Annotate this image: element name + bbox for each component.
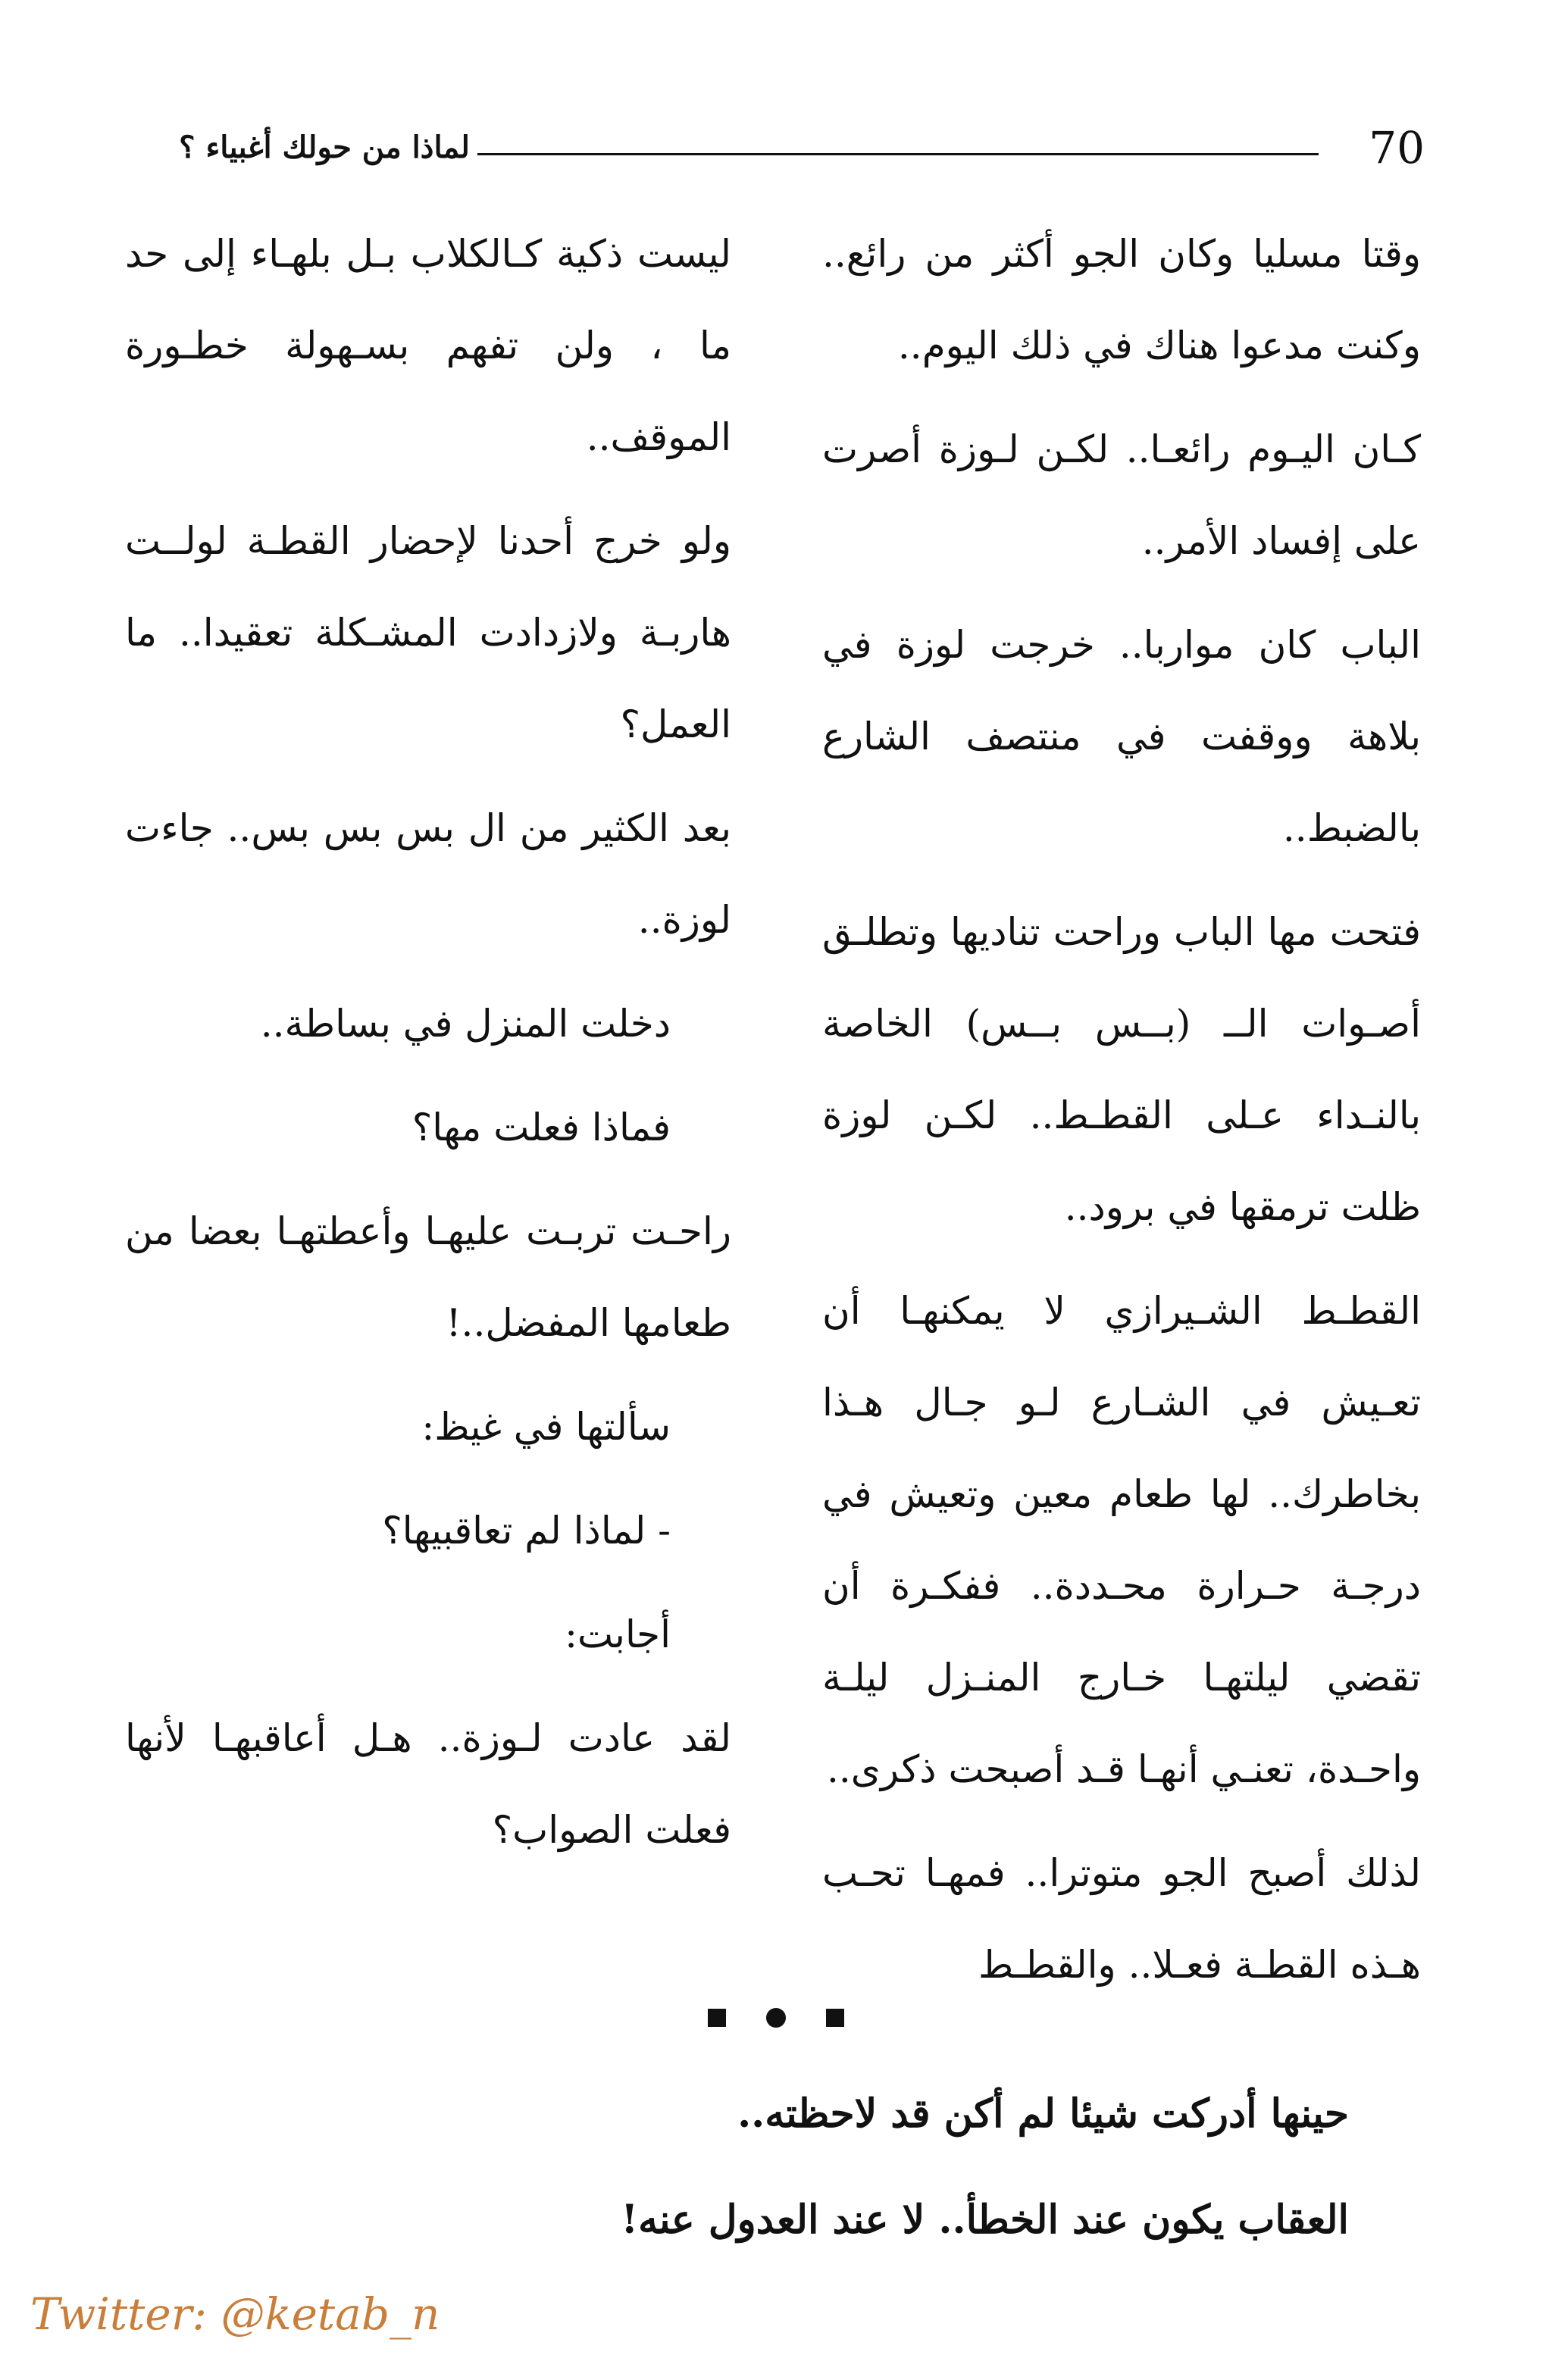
dot-ornament-icon bbox=[766, 2008, 786, 2028]
paragraph: دخلت المنزل في بساطة.. bbox=[260, 1002, 671, 1046]
right-column bbox=[822, 208, 1421, 2023]
paragraph: فتحت مها الباب وراحت تناديها وتطلـق أصـوات الــ (بــس بــس) الخاصة بالنـداء عـلى القطـط.. لكـن لوزة ظلت ترمقها في برود.. bbox=[822, 910, 1421, 1229]
square-ornament-icon bbox=[826, 2009, 844, 2027]
paragraph: لذلك أصبح الجو متوترا.. فمهـا تحـب هـذه القطـة فعـلا.. والقطـط bbox=[822, 1851, 1421, 1987]
page-header bbox=[121, 121, 1425, 174]
left-column bbox=[125, 208, 731, 1888]
paragraph: لقد عادت لـوزة.. هـل أعاقبهـا لأنها فعلت الصواب؟ bbox=[125, 1716, 731, 1852]
watermark-text: Twitter: @ketab_n bbox=[30, 2288, 440, 2340]
running-title: لماذا من حولك أغبياء ؟ bbox=[179, 130, 470, 165]
header-rule bbox=[477, 153, 1319, 155]
conclusion-line-2: العقاب يكون عند الخطأ.. لا عند العدول عنه! bbox=[621, 2197, 1349, 2243]
paragraph: سألتها في غيظ: bbox=[421, 1405, 671, 1449]
square-ornament-icon bbox=[708, 2009, 726, 2027]
page-number: 70 bbox=[1369, 122, 1425, 174]
paragraph: بعد الكثير من ال بس بس بس.. جاءت لوزة.. bbox=[125, 806, 731, 942]
conclusion-line-1: حينها أدركت شيئا لم أكن قد لاحظته.. bbox=[737, 2091, 1349, 2137]
paragraph: ليست ذكية كـالكلاب بـل بلهـاء إلى حد ما ، ولن تفهم بسـهولة خطـورة الموقف.. bbox=[125, 232, 731, 459]
paragraph: أجابت: bbox=[565, 1612, 671, 1656]
paragraph: فماذا فعلت مها؟ bbox=[411, 1106, 671, 1149]
paragraph: راحـت تربـت عليهـا وأعطتهـا بعضا من طعامها المفضل..! bbox=[125, 1209, 731, 1345]
paragraph: القطـط الشـيرازي لا يمكنهـا أن تعـيش في الشـارع لـو جـال هـذا بخاطرك.. لها طعام معين وتعيش في درجـة حـرارة محـددة.. ففكـرة أن تقضي ليلتهـا خـارج المنـزل ليلـة واحـدة، تعنـي أنهـا قـد أصبحت ذكرى.. bbox=[822, 1289, 1421, 1791]
section-separator bbox=[0, 2008, 1552, 2046]
paragraph: الباب كان مواربا.. خرجت لوزة في بلاهة ووقفت في منتصف الشارع بالضبط.. bbox=[822, 623, 1421, 850]
paragraph: - لماذا لم تعاقبيها؟ bbox=[382, 1509, 671, 1553]
paragraph: كـان اليـوم رائعـا.. لكـن لـوزة أصرت على إفساد الأمر.. bbox=[822, 427, 1421, 563]
paragraph: ولو خرج أحدنا لإحضار القطـة لولــت هاربـة ولازدادت المشـكلة تعقيدا.. ما العمل؟ bbox=[125, 519, 731, 746]
paragraph: وقتا مسليا وكان الجو أكثر من رائع.. وكنت مدعوا هناك في ذلك اليوم.. bbox=[822, 232, 1421, 367]
